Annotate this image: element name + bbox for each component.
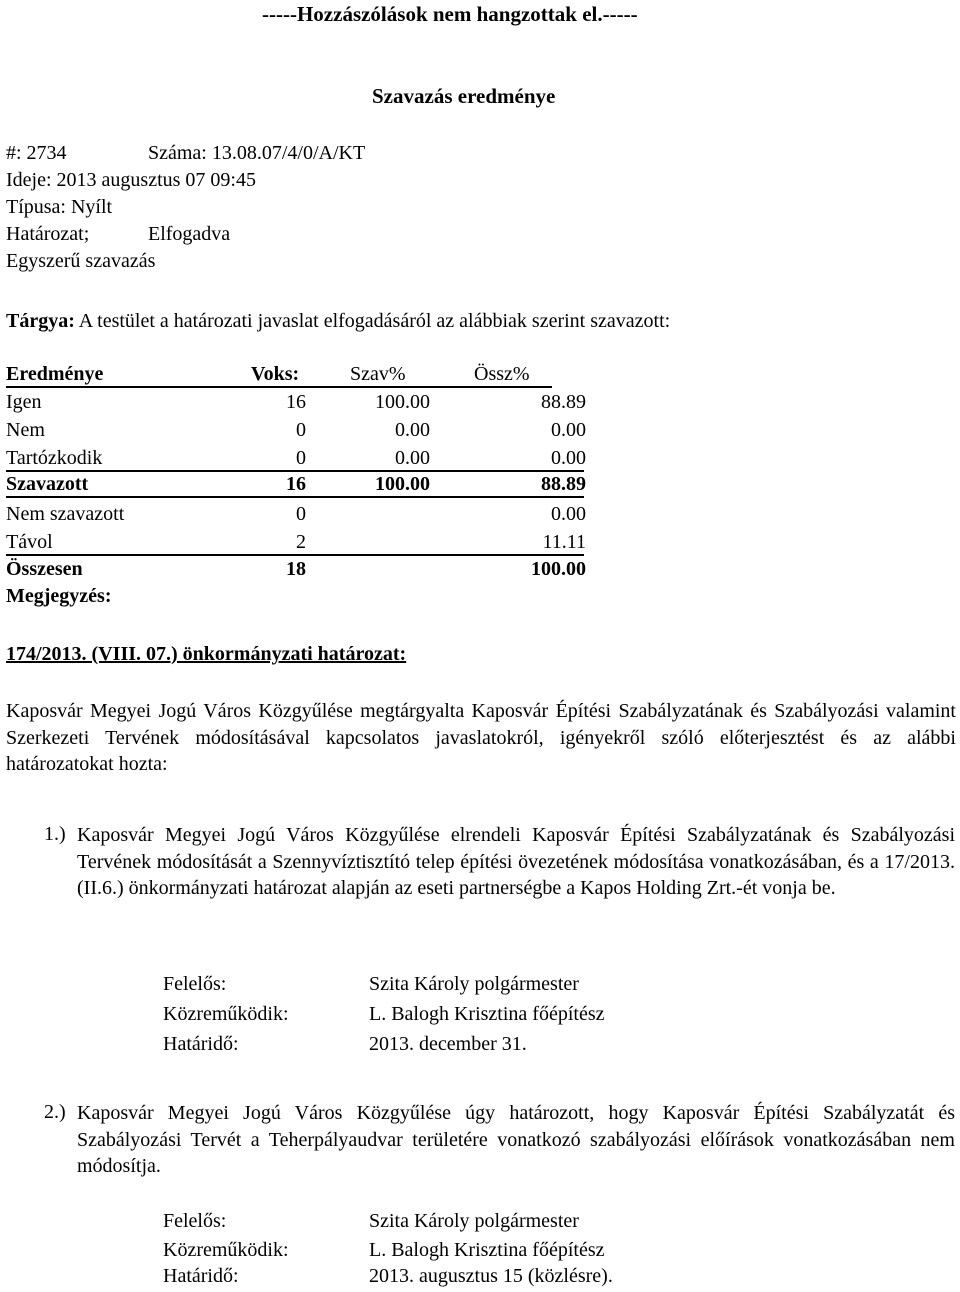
decision-value: Elfogadva — [148, 223, 231, 245]
item-number: 2.) — [44, 1101, 66, 1123]
subject-text: A testület a határozati javaslat elfogadásáról az alábbiak szerint szavazott: — [78, 310, 671, 332]
contributor-label: Közreműködik: — [163, 1239, 289, 1261]
resolution-intro: Kaposvár Megyei Jogú Város Közgyűlése megtárgyalta Kaposvár Építési Szabályzatának és Szabályozási valamint Szerkezeti Tervének módosításával kapcsolatos javaslatokról, igényekről szóló előterjesztést és az alábbi határozatokat hozta: — [6, 700, 956, 775]
row-ossz: 0.00 — [551, 503, 586, 525]
row-label: Összesen — [6, 558, 83, 580]
row-votes: 0 — [296, 503, 306, 525]
responsible-value: Szita Károly polgármester — [369, 973, 579, 995]
row-label: Nem — [6, 419, 45, 441]
header-ossz-percent: Össz% — [474, 363, 530, 385]
item-text: Kaposvár Megyei Jogú Város Közgyűlése elrendeli Kaposvár Építési Szabályzatának és Szabályozási Tervének módosítását a Szennyvíztisztító telep építési övezetének módosítása vonatkozásában, és a 17/2013. (II.6.) önkormányzati határozat alapján az eseti partnerségbe a Kapos Holding Zrt.-ét vonja be. — [77, 824, 955, 899]
deadline-label: Határidő: — [163, 1033, 239, 1055]
results-row-nem — [6, 418, 586, 446]
header-votes: Voks: — [251, 363, 300, 385]
responsible-value: Szita Károly polgármester — [369, 1210, 579, 1232]
subject-line — [6, 309, 670, 333]
voted-underline — [6, 496, 584, 498]
contributor-value: L. Balogh Krisztina főépítész — [369, 1003, 605, 1025]
header-result: Eredménye — [6, 363, 104, 385]
row-votes: 16 — [286, 391, 306, 413]
absent-underline — [6, 554, 584, 556]
results-row-igen — [6, 390, 586, 418]
subject-label: Tárgya: — [6, 310, 75, 332]
decision-label: Határozat; — [6, 223, 90, 245]
section-title: Szavazás eredménye — [372, 84, 556, 108]
banner-text: -----Hozzászólások nem hangzottak el.----- — [262, 2, 638, 26]
row-label: Tartózkodik — [6, 447, 103, 469]
row-label: Nem szavazott — [6, 503, 125, 525]
row-ossz: 0.00 — [551, 447, 586, 469]
row-szav: 0.00 — [395, 419, 430, 441]
row-szav: 0.00 — [395, 447, 430, 469]
contributor-value: L. Balogh Krisztina főépítész — [369, 1239, 605, 1261]
header-underline — [6, 386, 552, 388]
row-label: Távol — [6, 531, 53, 553]
results-row-osszesen — [6, 557, 586, 585]
deadline-value: 2013. augusztus 15 (közlésre). — [369, 1265, 613, 1287]
voting-kind: Egyszerű szavazás — [6, 250, 156, 272]
row-label: Igen — [6, 391, 42, 413]
row-ossz: 11.11 — [542, 531, 586, 553]
resolution-title: 174/2013. (VIII. 07.) önkormányzati határozat: — [6, 643, 407, 665]
item-number: 1.) — [44, 823, 66, 845]
note-label: Megjegyzés: — [6, 585, 112, 607]
vote-number: Száma: 13.08.07/4/0/A/KT — [148, 142, 366, 164]
row-votes: 16 — [286, 473, 306, 495]
contributor-label: Közreműködik: — [163, 1003, 289, 1025]
item-text: Kaposvár Megyei Jogú Város Közgyűlése úgy határozott, hogy Kaposvár Építési Szabályzatát és Szabályozási Tervét a Teherpályaudvar területére vonatkozó szabályozási előírások vonatkozásában nem módosítja. — [77, 1102, 955, 1177]
row-votes: 2 — [296, 531, 306, 553]
vote-id: #: 2734 — [6, 142, 67, 164]
row-ossz: 0.00 — [551, 419, 586, 441]
row-votes: 0 — [296, 419, 306, 441]
header-szav-percent: Szav% — [350, 363, 406, 385]
deadline-value: 2013. december 31. — [369, 1033, 527, 1055]
vote-date: Ideje: 2013 augusztus 07 09:45 — [6, 169, 256, 191]
row-szav: 100.00 — [375, 473, 430, 495]
note-row — [6, 584, 586, 612]
vote-type: Típusa: Nyílt — [6, 196, 113, 218]
results-row-nem-szavazott — [6, 502, 586, 530]
responsible-label: Felelős: — [163, 1210, 227, 1232]
row-ossz: 100.00 — [531, 558, 586, 580]
deadline-label: Határidő: — [163, 1265, 239, 1287]
row-label: Szavazott — [6, 473, 89, 495]
row-ossz: 88.89 — [541, 473, 586, 495]
row-ossz: 88.89 — [541, 391, 586, 413]
responsible-label: Felelős: — [163, 973, 227, 995]
row-szav: 100.00 — [375, 391, 430, 413]
row-votes: 0 — [296, 447, 306, 469]
row-votes: 18 — [286, 558, 306, 580]
